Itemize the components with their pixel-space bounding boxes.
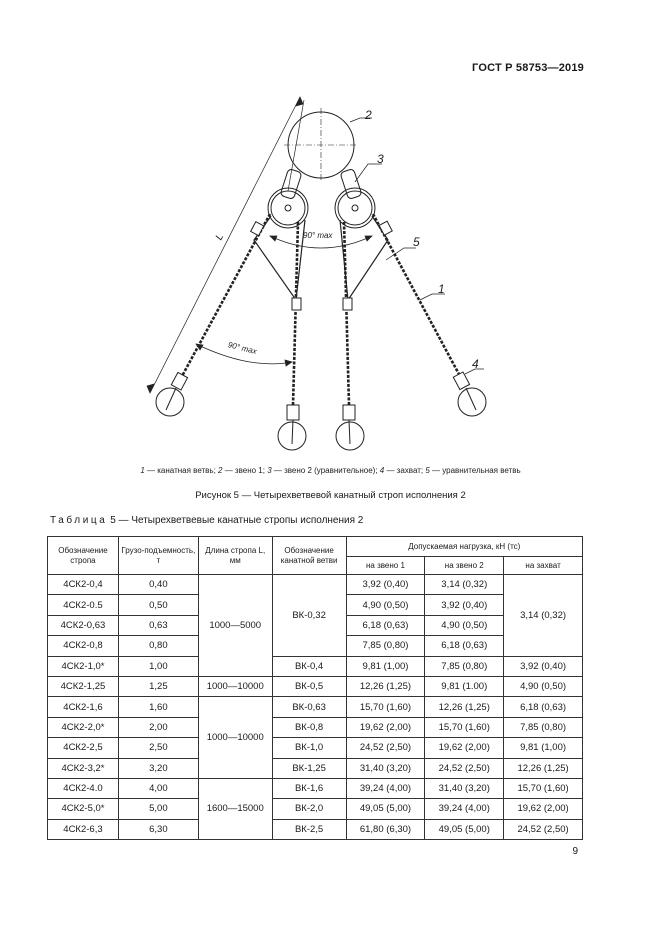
label-angle-top: 90° max (303, 231, 333, 240)
label-angle-left: 90° max (226, 340, 258, 357)
table-row: 4СК2-1,0* 1,00 ВК-0,4 9,81 (1,00) 7,85 (0,80) 3,92 (0,40) (48, 656, 583, 676)
label-length: L (213, 232, 227, 243)
table-title: Таблица 5 — Четырехветвевые канатные стропы исполнения 2 (50, 515, 364, 526)
document-code: ГОСТ Р 58753—2019 (472, 62, 584, 74)
header-capacity: Грузо-подъемность, т (118, 537, 198, 575)
figure-caption: Рисунок 5 — Четырехветвевой канатный строп исполнения 2 (195, 490, 466, 501)
table-row: 4СК2-1,6 1,60 1000—10000 ВК-0,63 15,70 (1,60) 12,26 (1,25) 6,18 (0,63) (48, 697, 583, 717)
header-grip: на захват (504, 557, 583, 575)
slings-table (47, 536, 583, 840)
label-5: 5 (413, 235, 420, 249)
figure-legend: 1 — канатная ветвь; 2 — звено 1; 3 — звено 2 (уравнительное); 4 — захват; 5 — уравнительная ветвь (140, 466, 521, 475)
header-link2: на звено 2 (425, 557, 504, 575)
table-row: 4СК2-0,63 0,63 6,18 (0,63) 4,90 (0,50) (48, 615, 583, 635)
table-row: 4СК2-6,3 6,30 ВК-2,5 61,80 (6,30) 49,05 (5,00) 24,52 (2,50) (48, 819, 583, 839)
table-row: 4СК2-0,8 0,80 7,85 (0,80) 6,18 (0,63) (48, 636, 583, 656)
label-3: 3 (377, 152, 384, 166)
table-row: 4СК2-4.0 4,00 1600—15000 ВК-1,6 39,24 (4,00) 31,40 (3,20) 15,70 (1,60) (48, 778, 583, 798)
label-2: 2 (365, 108, 372, 122)
rope-branch-inner-left (293, 222, 298, 405)
header-rope: Обозначение канатной ветви (272, 537, 346, 575)
label-1: 1 (438, 282, 445, 296)
table-row: 4СК2-0.5 0,50 4,90 (0,50) 3,92 (0,40) (48, 595, 583, 615)
header-load: Допускаемая нагрузка, кН (тс) (346, 537, 582, 557)
rope-branch-outer-left (181, 214, 270, 378)
table-row: 4СК2-5,0* 5,00 ВК-2,0 49,05 (5,00) 39,24 (4,00) 19,62 (2,00) (48, 799, 583, 819)
header-length: Длина стропа L, мм (198, 537, 272, 575)
label-4: 4 (472, 357, 479, 371)
table-row: 4СК2-1,25 1,25 1000—10000 ВК-0,5 12,26 (1,25) 9,81 (1.00) 4,90 (0,50) (48, 676, 583, 696)
table-row: 4СК2-0,4 0,40 1000—5000 ВК-0,32 3,92 (0,40) 3,14 (0,32) 3,14 (0,32) (48, 575, 583, 595)
rope-branch-inner-right (344, 222, 349, 405)
link-2-left (268, 169, 308, 228)
table-row: 4СК2-2,5 2,50 ВК-1,0 24,52 (2,50) 19,62 (2,00) 9,81 (1,00) (48, 738, 583, 758)
link-2-right (335, 169, 375, 228)
page-number: 9 (572, 846, 578, 857)
length-dimension-line (150, 97, 300, 393)
header-designation: Обозначение стропа (48, 537, 119, 575)
table-row: 4СК2-2,0* 2,00 ВК-0,8 19,62 (2,00) 15,70 (1,60) 7,85 (0,80) (48, 717, 583, 737)
table-row: 4СК2-3,2* 3,20 ВК-1,25 31,40 (3,20) 24,52 (2,50) 12,26 (1,25) (48, 758, 583, 778)
header-link1: на звено 1 (346, 557, 425, 575)
